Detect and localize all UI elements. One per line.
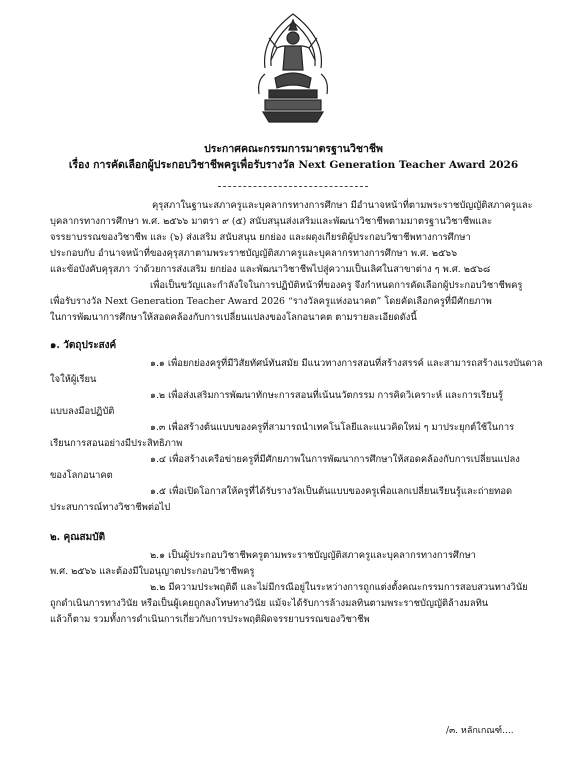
- objective-line: ๑.๕ เพื่อเปิดโอกาสให้ครูที่ได้รับรางวัลเป็นต้นแบบของครูเพื่อแลกเปลี่ยนเรียนรู้และถ่ายทอด: [150, 486, 513, 497]
- objective-line: ๑.๒ เพื่อส่งเสริมการพัฒนาทักษะการสอนที่เน้นนวัตกรรม การคิดวิเคราะห์ และการเรียนรู้: [150, 390, 504, 401]
- qualification-line: ๒.๒ มีความประพฤติดี และไม่มีกรณีอยู่ในระหว่างการถูกแต่งตั้งคณะกรรมการสอบสวนทางวินัย: [150, 582, 528, 593]
- intro-line: เพื่อรับรางวัล Next Generation Teacher Award 2026 “รางวัลครูแห่งอนาคต” โดยคัดเลือกครูที่มีศักยภาพ: [50, 296, 492, 307]
- objective-line: เรียนการสอนอย่างมีประสิทธิภาพ: [50, 438, 183, 449]
- qualification-line: ถูกดำเนินการทางวินัย หรือเป็นผู้เคยถูกลงโทษทางวินัย แม้จะได้รับการล้างมลทินตามพระราชบัญญัติล้างมลทิน: [50, 598, 489, 609]
- section-heading-qualifications: ๒. คุณสมบัติ: [50, 532, 106, 543]
- announcement-title: ประกาศคณะกรรมการมาตรฐานวิชาชีพ: [204, 143, 383, 155]
- qualification-line: แล้วก็ตาม รวมทั้งการดำเนินการเกี่ยวกับการประพฤติผิดจรรยาบรรณของวิชาชีพ: [50, 614, 370, 625]
- qualification-line: ๒.๑ เป็นผู้ประกอบวิชาชีพครูตามพระราชบัญญัติสภาครูและบุคลากรทางการศึกษา: [150, 550, 476, 561]
- announcement-subject: เรื่อง การคัดเลือกผู้ประกอบวิชาชีพครูเพื่อรับรางวัล Next Generation Teacher Award 2026: [68, 159, 519, 171]
- intro-line: ในการพัฒนาการศึกษาให้สอดคล้องกับการเปลี่ยนแปลงของโลกอนาคต ตามรายละเอียดดังนี้: [50, 312, 417, 323]
- page-continuation-note: /๓. หลักเกณฑ์....: [446, 726, 514, 736]
- intro-line: ประกอบกับ อำนาจหน้าที่ของคุรุสภาตามพระราชบัญญัติสภาครูและบุคลากรทางการศึกษา พ.ศ. ๒๕๖๖: [50, 248, 458, 259]
- objective-line: ๑.๓ เพื่อสร้างต้นแบบของครูที่สามารถนำเทคโนโลยีและแนวคิดใหม่ ๆ มาประยุกต์ใช้ในการ: [150, 422, 515, 433]
- objective-line: ๑.๔ เพื่อสร้างเครือข่ายครูที่มีศักยภาพในการพัฒนาการศึกษาให้สอดคล้องกับการเปลี่ยนแปลง: [150, 454, 520, 465]
- intro-line: จรรยาบรรณของวิชาชีพ และ (๖) ส่งเสริม สนับสนุน ยกย่อง และผดุงเกียรติผู้ประกอบวิชาชีพทางการศึกษา: [50, 232, 471, 243]
- objective-line: แบบลงมือปฏิบัติ: [50, 406, 115, 417]
- intro-line: เพื่อเป็นขวัญและกำลังใจในการปฏิบัติหน้าที่ของครู จึงกำหนดการคัดเลือกผู้ประกอบวิชาชีพครู: [150, 280, 523, 291]
- qualification-line: พ.ศ. ๒๕๖๖ และต้องมีใบอนุญาตประกอบวิชาชีพครู: [50, 566, 255, 577]
- section-heading-objectives: ๑. วัตถุประสงค์: [50, 340, 117, 351]
- intro-line: คุรุสภาในฐานะสภาครูและบุคลากรทางการศึกษา มีอำนาจหน้าที่ตามพระราชบัญญัติสภาครูและ: [152, 200, 533, 211]
- objective-line: ใจให้ผู้เรียน: [50, 374, 97, 385]
- objective-line: ประสบการณ์ทางวิชาชีพต่อไป: [50, 502, 171, 513]
- objective-line: ของโลกอนาคต: [50, 470, 113, 481]
- objective-line: ๑.๑ เพื่อยกย่องครูที่มีวิสัยทัศน์ทันสมัย มีแนวทางการสอนที่สร้างสรรค์ และสามารถสร้างแรงบันดาล: [150, 358, 543, 369]
- title-divider: [218, 186, 368, 187]
- council-seal-icon: [255, 8, 331, 126]
- intro-line: และข้อบังคับคุรุสภา ว่าด้วยการส่งเสริม ยกย่อง และพัฒนาวิชาชีพไปสู่ความเป็นเลิศในสาขาต่าง ๆ พ.ศ. ๒๕๖๘: [50, 264, 491, 275]
- intro-line: บุคลากรทางการศึกษา พ.ศ. ๒๕๖๖ มาตรา ๙ (๕) สนับสนุนส่งเสริมและพัฒนาวิชาชีพตามมาตรฐานวิชาชีพและ: [50, 216, 493, 227]
